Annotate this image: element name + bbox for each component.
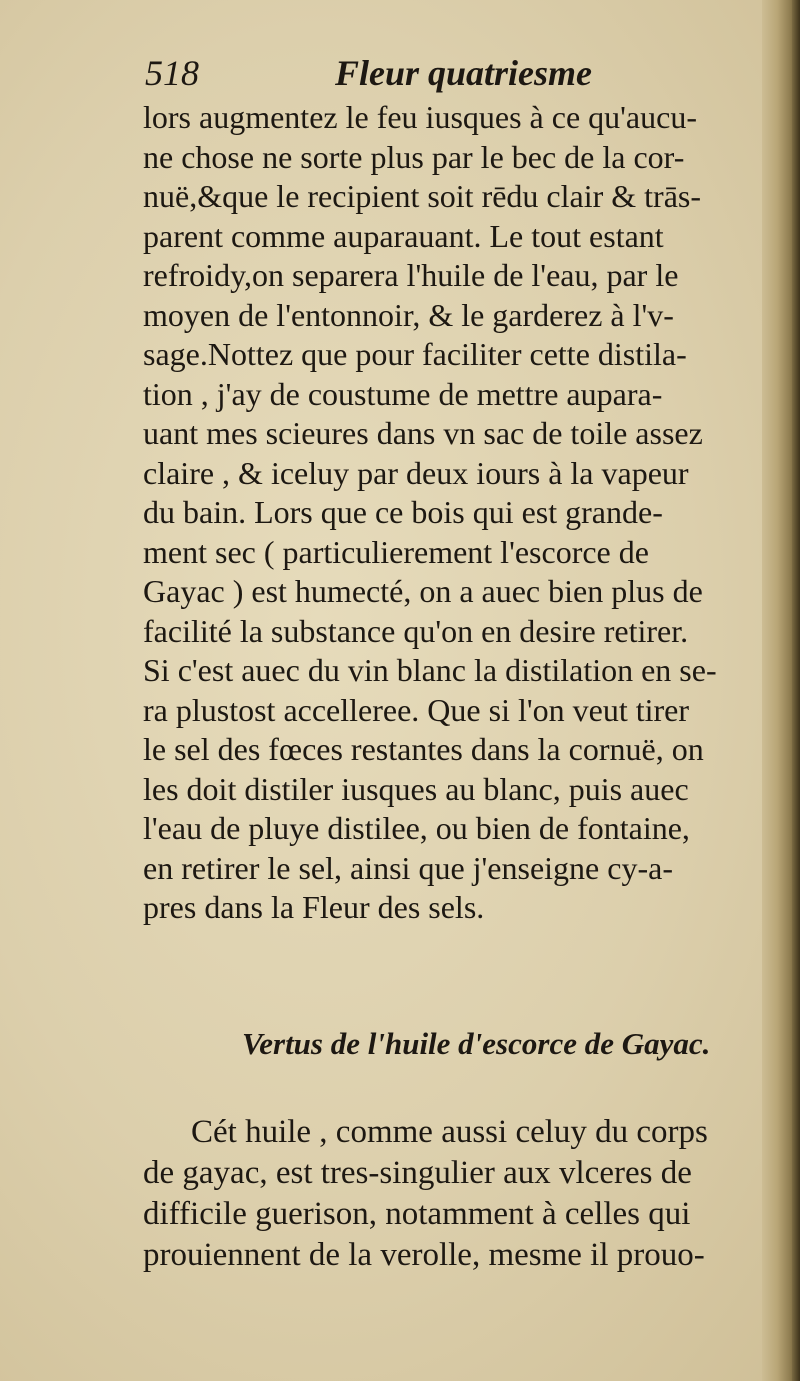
text-line: du bain. Lors que ce bois qui est grande-	[143, 494, 663, 530]
section-heading: Vertus de l'huile d'escorce de Gayac.	[242, 1026, 711, 1061]
text-line: refroidy,on separera l'huile de l'eau, par le	[143, 257, 679, 293]
text-line: ra plustost accelleree. Que si l'on veut tirer	[143, 691, 689, 728]
text-line: les doit distiler iusques au blanc, puis auec	[143, 770, 689, 807]
running-title: Fleur quatriesme	[335, 53, 593, 93]
section-text	[143, 1112, 768, 1276]
text-line: claire , & iceluy par deux iours à la vapeur	[143, 454, 689, 491]
text-line: ment sec ( particulierement l'escorce de	[143, 533, 649, 570]
text-line: Cét huile , comme aussi celuy du corps	[191, 1114, 708, 1150]
text-line: Gayac ) est humecté, on a auec bien plus de	[143, 573, 703, 609]
text-line: moyen de l'entonnoir, & le garderez à l'v-	[143, 296, 674, 333]
text-line: en retirer le sel, ainsi que j'enseigne cy-a-	[143, 849, 673, 886]
text-line: le sel des fœces restantes dans la cornuë, on	[143, 731, 704, 767]
body-text	[143, 98, 768, 928]
text-line: ne chose ne sorte plus par le bec de la cor-	[143, 138, 685, 175]
text-line: tion , j'ay de coustume de mettre aupara-	[143, 375, 663, 412]
text-line: lors augmentez le feu iusques à ce qu'aucu-	[143, 99, 697, 135]
text-line: pres dans la Fleur des sels.	[143, 889, 485, 925]
text-line: uant mes scieures dans vn sac de toile assez	[143, 415, 703, 451]
text-line: Si c'est auec du vin blanc la distilation en se-	[143, 652, 717, 688]
page-header	[145, 52, 745, 102]
page-binding-edge	[792, 0, 800, 1381]
text-line: sage.Nottez que pour faciliter cette distila-	[143, 336, 687, 372]
text-line: l'eau de pluye distilee, ou bien de fontaine,	[143, 810, 690, 846]
text-line: facilité la substance qu'on en desire retirer.	[143, 612, 689, 649]
text-line: nuë,&que le recipient soit rēdu clair & trās-	[143, 178, 702, 214]
text-line: prouiennent de la verolle, mesme il prouo-	[143, 1237, 705, 1273]
text-line: difficile guerison, notamment à celles qui	[143, 1196, 691, 1232]
text-line: parent comme auparauant. Le tout estant	[143, 217, 664, 254]
text-line: de gayac, est tres-singulier aux vlceres de	[143, 1155, 692, 1191]
page-number: 518	[145, 53, 199, 93]
